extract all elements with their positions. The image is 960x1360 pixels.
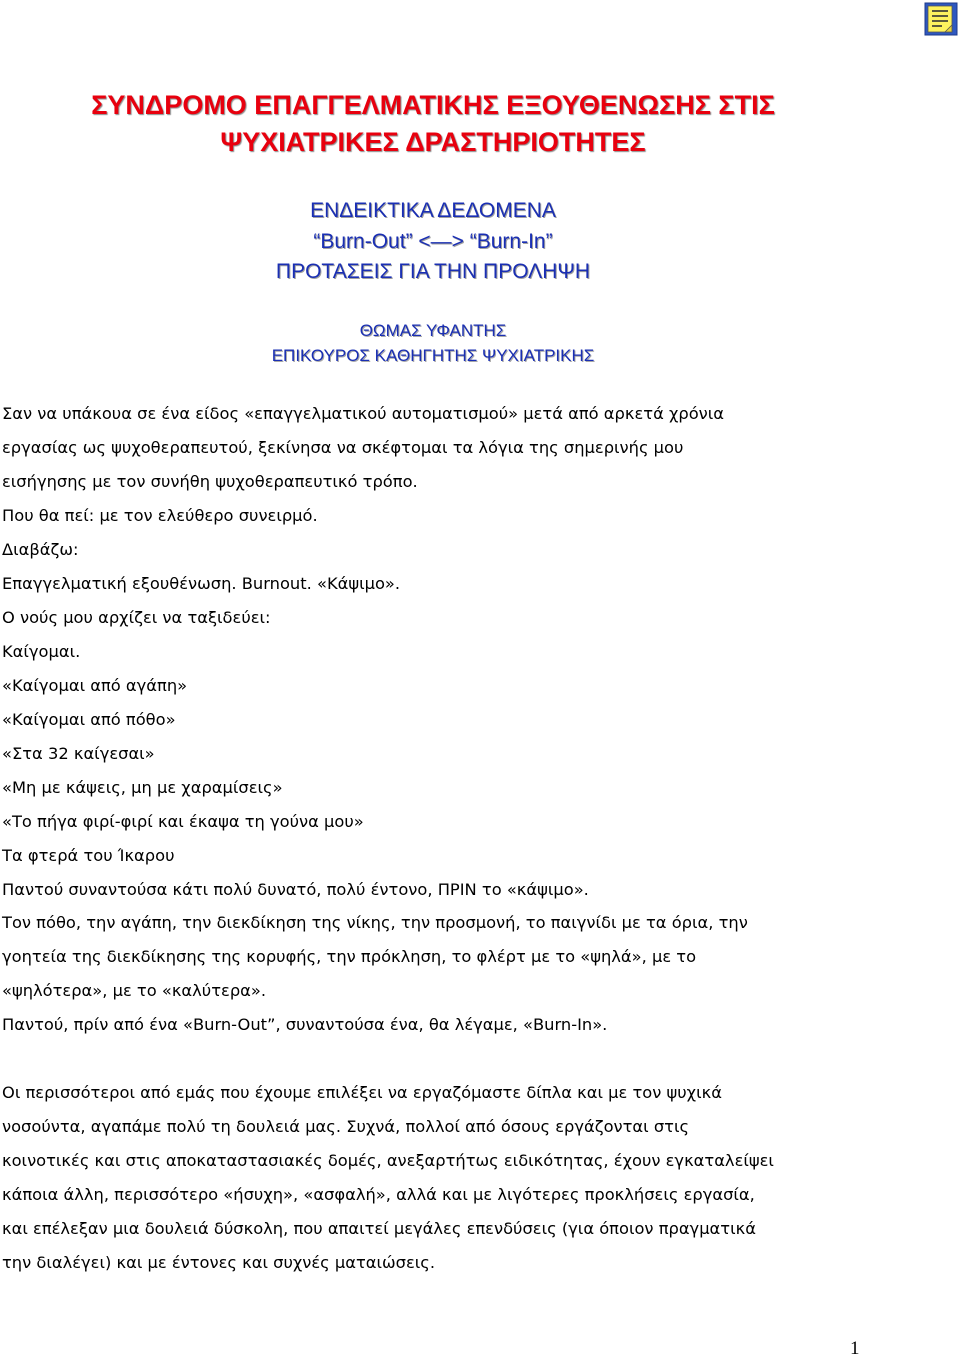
body-line: κοινοτικές και στις αποκαταστασιακές δομές, ανεξαρτήτως ειδικότητας, έχουν εγκαταλείψει (2, 1151, 774, 1170)
author-title: ΕΠΙΚΟΥΡΟΣ ΚΑΘΗΓΗΤΗΣ ΨΥΧΙΑΤΡΙΚΗΣ (271, 346, 595, 365)
body-line: «ψηλότερα», με το «καλύτερα». (2, 981, 267, 1000)
body-line: Διαβάζω: (2, 540, 79, 559)
body-line: Ο νούς μου αρχίζει να ταξιδεύει: (2, 608, 271, 627)
body-line: εργασίας ως ψυχοθεραπευτού, ξεκίνησα να σκέφτομαι τα λόγια της σημερινής μου (2, 438, 684, 457)
body-line: «Καίγομαι από πόθο» (2, 710, 176, 729)
body-line: «Στα 32 καίγεσαι» (2, 744, 155, 763)
document-title-line-2: ΨΥΧΙΑΤΡΙΚΕΣ ΔΡΑΣΤΗΡΙΟΤΗΤΕΣ (220, 127, 646, 157)
body-line: «Το πήγα φιρί-φιρί και έκαψα τη γούνα μου» (2, 812, 364, 831)
body-line: «Μη με κάψεις, μη με χαραμίσεις» (2, 778, 283, 797)
body-line: κάποια άλλη, περισσότερο «ήσυχη», «ασφαλή», αλλά και με λιγότερες προκλήσεις εργασία, (2, 1185, 755, 1204)
body-line: την διαλέγει) και με έντονες και συχνές ματαιώσεις. (2, 1253, 436, 1272)
body-line: Παντού συναντούσα κάτι πολύ δυνατό, πολύ έντονο, ΠΡΙΝ το «κάψιμο». (2, 880, 589, 899)
body-line: Οι περισσότεροι από εμάς που έχουμε επιλέξει να εργαζόμαστε δίπλα και με τον ψυχικά (2, 1083, 722, 1102)
body-line: «Καίγομαι από αγάπη» (2, 676, 188, 695)
page-number: 1 (850, 1338, 860, 1359)
body-line: Επαγγελματική εξουθένωση. Burnout. «Κάψιμο». (2, 574, 401, 593)
document-title-line-1: ΣΥΝΔΡΟΜΟ ΕΠΑΓΓΕΛΜΑΤΙΚΗΣ ΕΞΟΥΘΕΝΩΣΗΣ ΣΤΙΣ (91, 90, 775, 120)
body-line: Καίγομαι. (2, 642, 81, 661)
body-line: Παντού, πρίν από ένα «Burn-Out”, συναντούσα ένα, θα λέγαμε, «Burn-In». (2, 1015, 608, 1034)
body-line: γοητεία της διεκδίκησης της κορυφής, την πρόκληση, το φλέρτ με το «ψηλά», με το (2, 947, 697, 966)
body-line: και επέλεξαν μια δουλειά δύσκολη, που απαιτεί μεγάλες επενδύσεις (για όποιον πραγματικά (2, 1219, 756, 1238)
subtitle-line-3: ΠΡΟΤΑΣΕΙΣ ΓΙΑ ΤΗΝ ΠΡΟΛΗΨΗ (275, 260, 591, 283)
body-line: Σαν να υπάκουα σε ένα είδος «επαγγελματικού αυτοματισμού» μετά από αρκετά χρόνια (2, 404, 725, 423)
author-name: ΘΩΜΑΣ ΥΦΑΝΤΗΣ (359, 321, 507, 340)
subtitle-line-2: “Burn-Out” <—> “Burn-In” (313, 230, 553, 253)
body-line: Τον πόθο, την αγάπη, την διεκδίκηση της νίκης, την προσμονή, το παιγνίδι με τα όρια, την (2, 913, 748, 932)
body-line: Τα φτερά του Ίκαρου (2, 846, 175, 865)
note-icon[interactable] (924, 2, 958, 36)
body-line: νοσούντα, αγαπάμε πολύ τη δουλειά μας. Συχνά, πολλοί από όσους εργάζονται στις (2, 1117, 690, 1136)
subtitle-line-1: ΕΝΔΕΙΚΤΙΚΑ ΔΕΔΟΜΕΝΑ (310, 199, 556, 222)
body-line: εισήγησης με τον συνήθη ψυχοθεραπευτικό τρόπο. (2, 472, 418, 491)
body-line: Που θα πεί: με τον ελεύθερο συνειρμό. (2, 506, 318, 525)
